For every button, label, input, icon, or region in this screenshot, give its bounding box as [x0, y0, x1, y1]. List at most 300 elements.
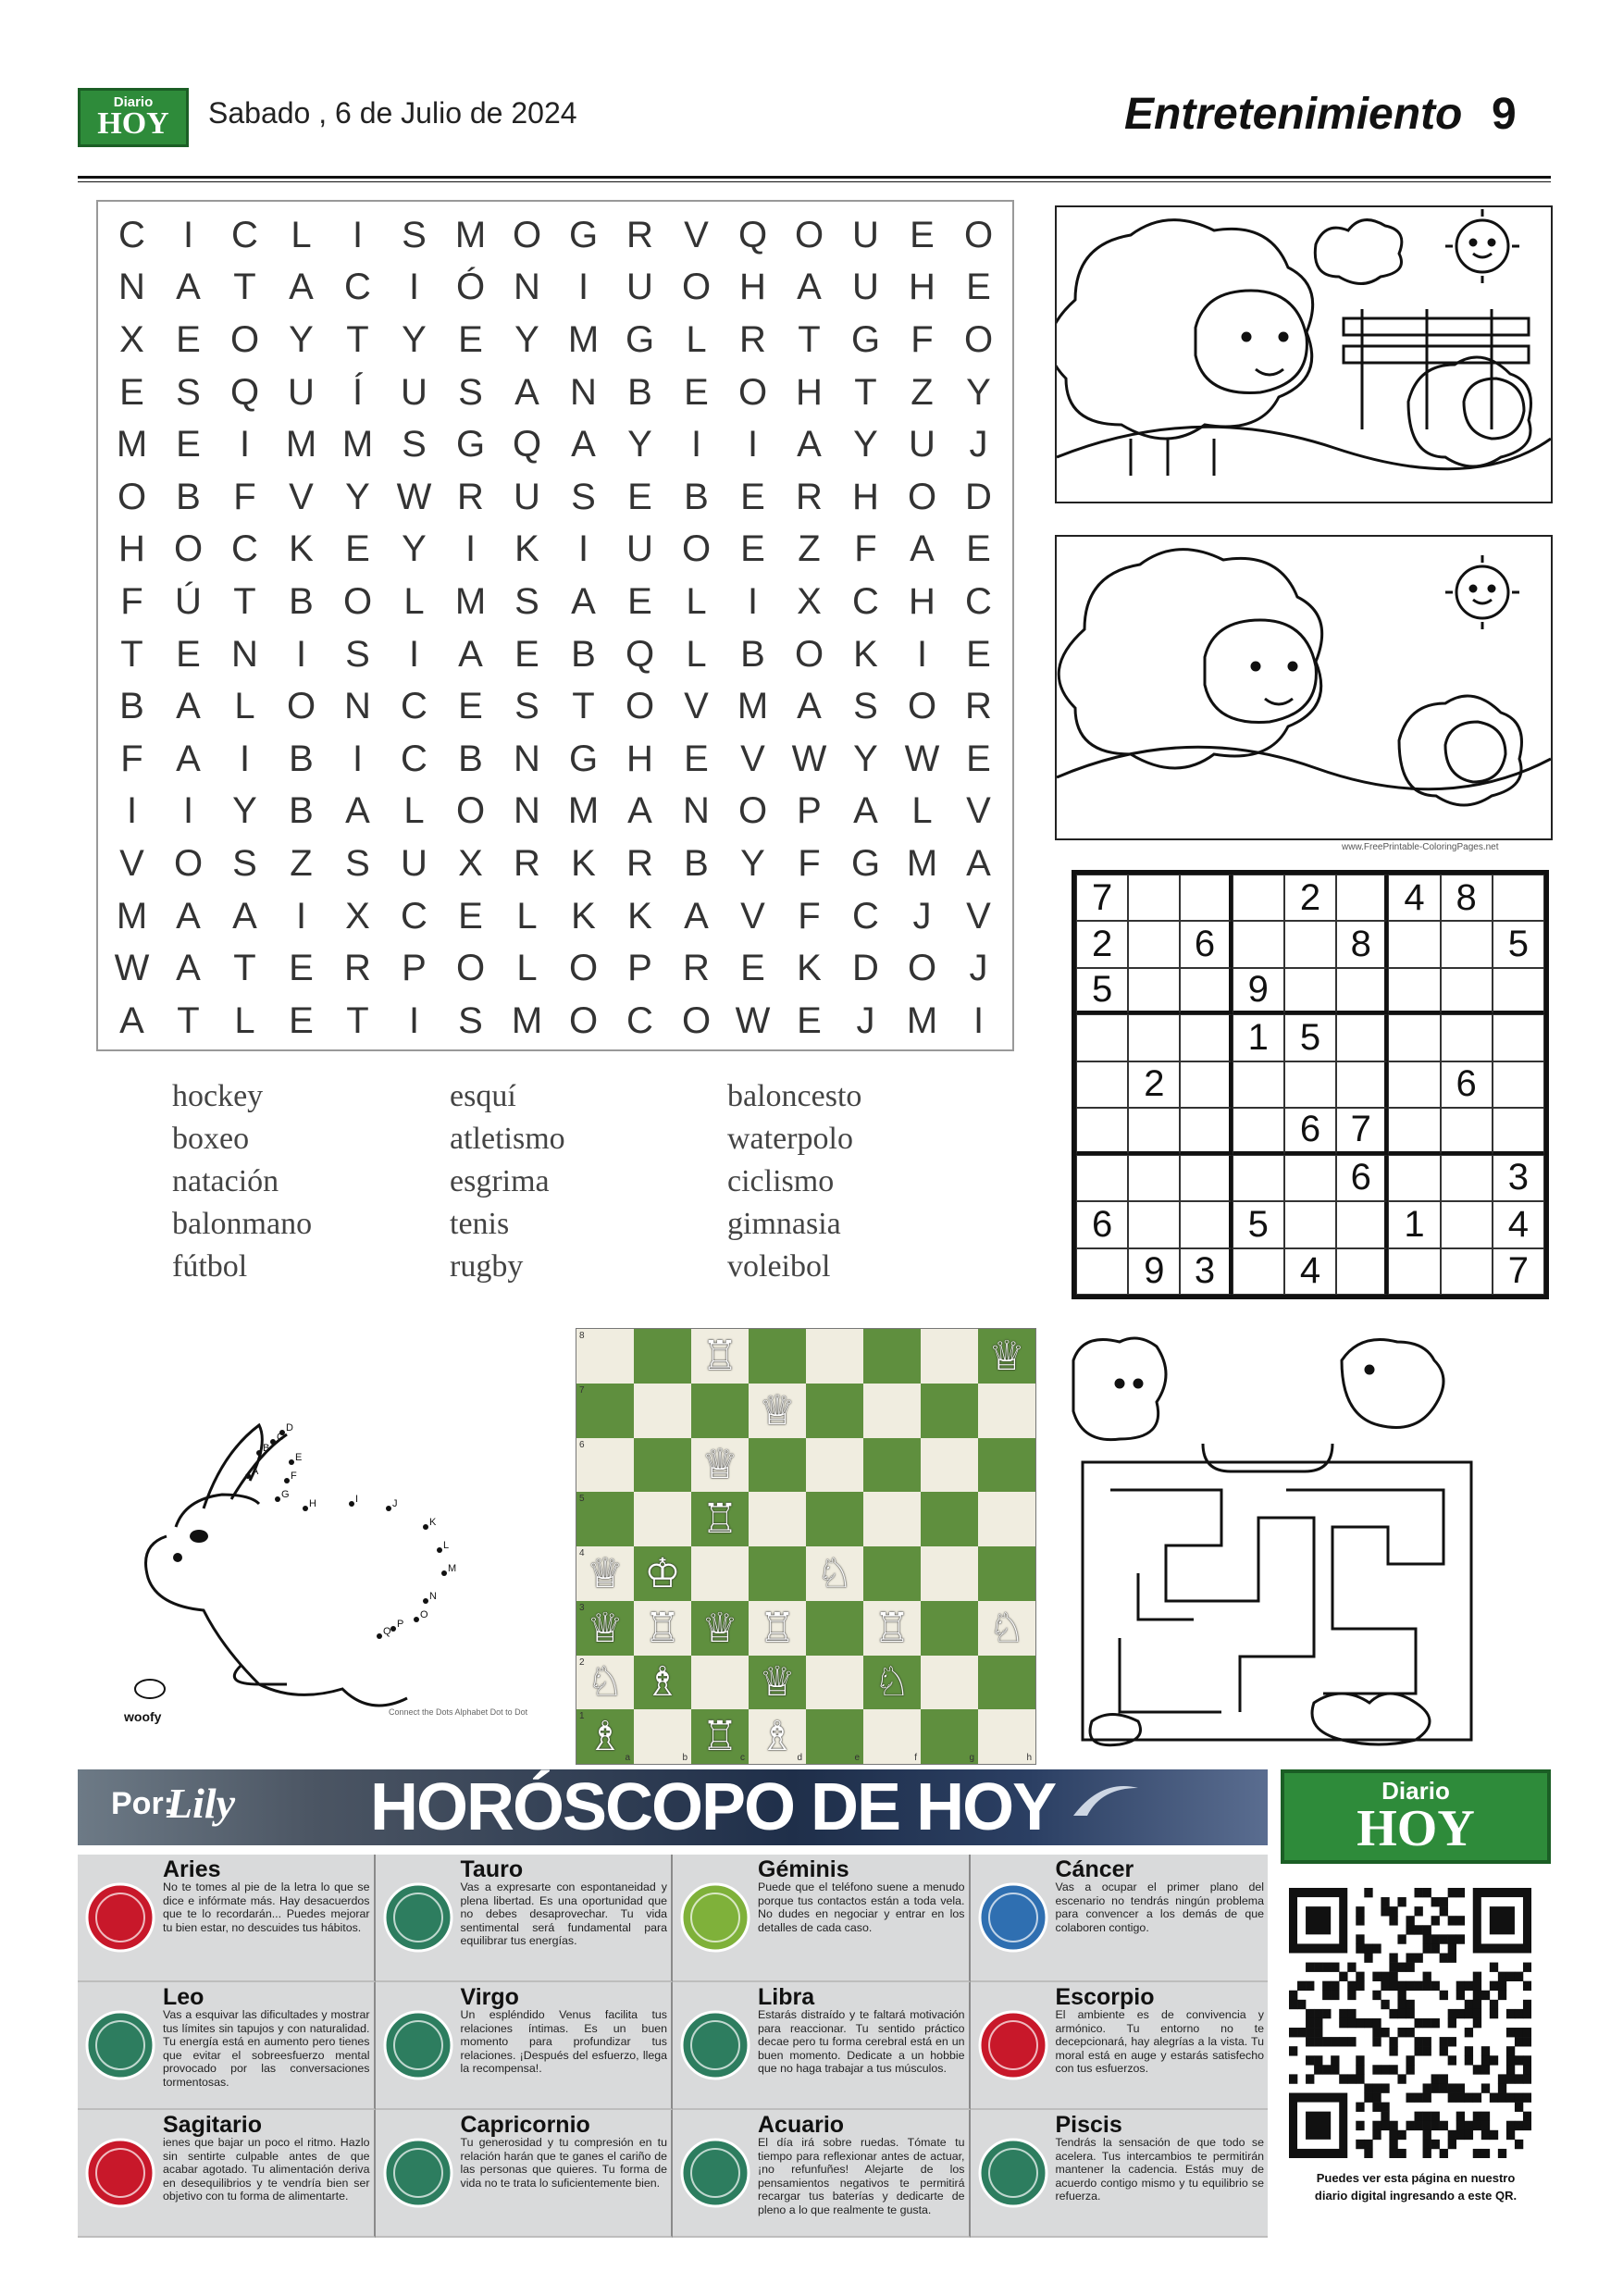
sudoku-cell[interactable]	[1128, 968, 1180, 1014]
word-search-letter: E	[966, 633, 991, 675]
word-search-letter: L	[911, 790, 933, 832]
qr-module	[1523, 2000, 1531, 2009]
qr-module	[1372, 1991, 1381, 2000]
word-search-grid	[96, 200, 1014, 1051]
dot-label: E	[295, 1452, 303, 1463]
sudoku-cell[interactable]	[1388, 921, 1440, 967]
word-search-letter: Z	[290, 842, 313, 884]
qr-module	[1389, 2149, 1397, 2158]
zodiac-sign-icon	[976, 2136, 1050, 2210]
chess-square	[749, 1656, 806, 1710]
qr-module	[1490, 2093, 1498, 2103]
sudoku-cell[interactable]: 2	[1284, 875, 1336, 921]
word-search-letter: G	[850, 318, 881, 360]
chess-square	[921, 1709, 978, 1764]
qr-module	[1314, 2018, 1322, 2028]
sudoku-cell[interactable]	[1233, 1248, 1284, 1295]
word-search-letter: B	[571, 633, 596, 675]
dot-labels	[252, 1422, 456, 1637]
sudoku-cell[interactable]	[1388, 968, 1440, 1014]
qr-module	[1322, 2065, 1331, 2074]
sudoku-cell[interactable]: 8	[1441, 875, 1493, 921]
sudoku-cell[interactable]	[1284, 1201, 1336, 1247]
qr-module	[1473, 2065, 1481, 2074]
word-search-letter: W	[904, 738, 940, 779]
qr-module	[1415, 2121, 1423, 2130]
word-search-row	[104, 209, 1007, 262]
qr-module	[1506, 2121, 1515, 2130]
qr-module	[1431, 2121, 1440, 2130]
sign-name: Piscis	[1055, 2112, 1122, 2138]
qr-module	[1431, 1897, 1440, 1906]
word-search-letter: A	[176, 267, 201, 308]
sudoku-cell[interactable]	[1388, 1248, 1440, 1295]
sudoku-cell[interactable]: 4	[1388, 875, 1440, 921]
qr-module	[1406, 1953, 1414, 1962]
sudoku-cell[interactable]	[1336, 1248, 1388, 1295]
chess-square	[576, 1329, 634, 1384]
qr-module	[1431, 1943, 1440, 1953]
qr-module	[1397, 2074, 1406, 2083]
sudoku-cell[interactable]: 1	[1233, 1014, 1284, 1061]
sudoku-cell[interactable]: 7	[1076, 875, 1128, 921]
word-search-letter: Y	[627, 424, 652, 465]
chess-piece: ♖	[701, 1333, 738, 1379]
chess-piece: ♕	[988, 1333, 1025, 1379]
chess-square	[921, 1656, 978, 1710]
qr-module	[1381, 2112, 1389, 2121]
qr-module	[1456, 2121, 1465, 2130]
qr-module	[1481, 1991, 1490, 2000]
word-search-letter: M	[454, 214, 487, 255]
sudoku-cell[interactable]	[1493, 1061, 1544, 1108]
word-search-letter: D	[965, 476, 992, 517]
word-search-row	[104, 471, 1007, 524]
qr-module	[1415, 2046, 1423, 2055]
word-search-letter: E	[119, 371, 144, 413]
word-search-letter: O	[963, 318, 994, 360]
horoscope-grid	[78, 1855, 1268, 2238]
chess-piece: ♘	[816, 1550, 853, 1596]
qr-module	[1339, 2009, 1347, 2018]
sudoku-cell[interactable]	[1493, 1108, 1544, 1154]
word-search-letter: S	[345, 633, 370, 675]
chess-piece: ♘	[873, 1659, 911, 1706]
sudoku-cell[interactable]	[1128, 921, 1180, 967]
word-search-letter: I	[747, 580, 759, 622]
word-search-letter: E	[176, 633, 201, 675]
word-search-letter: O	[173, 528, 204, 570]
qr-module	[1456, 1916, 1465, 1925]
word-search-letter: Y	[232, 790, 257, 832]
word-search-letter: F	[798, 842, 821, 884]
sign-text: ienes que bajar un poco el ritmo. Hazlo sin sentirte culpable antes de que acabar agotado. Tu alimentación deriva en desequilibrios y te vendría bien ser objetivo con tu forma de alimentarte.	[163, 2136, 370, 2203]
word-search-letter: H	[909, 267, 935, 308]
qr-module	[1490, 2055, 1498, 2065]
horoscope-sign-10	[673, 2110, 971, 2238]
qr-module	[1406, 2093, 1414, 2103]
sudoku-cell[interactable]	[1388, 1155, 1440, 1201]
qr-module	[1331, 2037, 1339, 2046]
qr-module	[1431, 1934, 1440, 1943]
word-search-letter: A	[289, 267, 314, 308]
word-search-letter: B	[289, 580, 314, 622]
sudoku-cell[interactable]: 6	[1441, 1061, 1493, 1108]
sudoku-cell[interactable]	[1441, 1014, 1493, 1061]
qr-module	[1356, 2140, 1364, 2149]
qr-module	[1322, 1991, 1331, 2000]
chess-piece: ♕	[701, 1605, 738, 1651]
sudoku-cell[interactable]: 7	[1336, 1108, 1388, 1154]
word-search-letter: B	[740, 633, 765, 675]
word-search-letter: C	[852, 895, 879, 937]
chess-square	[691, 1601, 749, 1656]
word-search-letter: V	[684, 686, 709, 727]
qr-module	[1364, 1943, 1372, 1953]
chess-square	[691, 1438, 749, 1493]
sudoku-cell[interactable]	[1336, 875, 1388, 921]
qr-module	[1431, 2140, 1440, 2149]
qr-module	[1515, 2028, 1523, 2037]
sudoku-cell[interactable]	[1180, 1155, 1232, 1201]
sudoku-cell[interactable]	[1128, 1155, 1180, 1201]
sudoku-cell[interactable]	[1441, 968, 1493, 1014]
word-search-letter: G	[455, 424, 486, 465]
chess-square	[806, 1601, 863, 1656]
word-search-letter: S	[853, 686, 878, 727]
word-search-letter: Z	[911, 371, 934, 413]
word-search-letter: F	[911, 318, 934, 360]
chess-piece: ♕	[587, 1550, 624, 1596]
qr-module	[1515, 2121, 1523, 2130]
sudoku-cell[interactable]	[1180, 875, 1232, 921]
sudoku-cell[interactable]	[1336, 968, 1388, 1014]
chess-square	[863, 1709, 921, 1764]
chess-square	[806, 1546, 863, 1601]
sudoku-cell[interactable]: 5	[1233, 1201, 1284, 1247]
word-search-letter: I	[577, 267, 589, 308]
word-search-letter: A	[458, 633, 483, 675]
sign-name: Cáncer	[1055, 1856, 1134, 1882]
word-search-letter: O	[173, 842, 204, 884]
sudoku-cell[interactable]	[1180, 1108, 1232, 1154]
word-search-letter: L	[516, 895, 538, 937]
qr-module	[1314, 2028, 1322, 2037]
sign-name: Sagitario	[163, 2112, 262, 2138]
sudoku-cell[interactable]: 5	[1284, 1014, 1336, 1061]
word-search-letter: W	[791, 738, 827, 779]
word-search-letter: S	[571, 476, 596, 517]
word-search-letter: W	[735, 999, 771, 1041]
qr-module	[1523, 2093, 1531, 2103]
sudoku-cell[interactable]: 4	[1493, 1201, 1544, 1247]
sudoku-cell[interactable]: 6	[1076, 1201, 1128, 1247]
sudoku-cell[interactable]	[1336, 1201, 1388, 1247]
qr-module	[1423, 2121, 1431, 2130]
sudoku-cell[interactable]: 2	[1076, 921, 1128, 967]
qr-module	[1523, 2112, 1531, 2121]
sudoku-cell[interactable]	[1233, 1155, 1284, 1201]
word-search-letter: W	[114, 948, 150, 989]
sudoku-cell[interactable]	[1284, 1061, 1336, 1108]
sudoku-cell[interactable]	[1284, 1155, 1336, 1201]
qr-module	[1423, 2149, 1431, 2158]
word-search-letter: F	[854, 528, 877, 570]
qr-module	[1423, 2140, 1431, 2149]
qr-module	[1381, 1972, 1389, 1981]
word-search-letter: E	[797, 999, 822, 1041]
word-search-letter: I	[239, 424, 251, 465]
word-list-item: baloncesto	[727, 1079, 862, 1113]
word-search-list	[172, 1079, 1005, 1292]
chess-square	[749, 1384, 806, 1438]
qr-module	[1523, 2028, 1531, 2037]
word-search-letter: E	[458, 895, 483, 937]
word-search-letter: A	[514, 371, 539, 413]
dot-label: N	[429, 1591, 437, 1602]
sudoku-cell[interactable]: 5	[1493, 921, 1544, 967]
sudoku-cell[interactable]	[1233, 1108, 1284, 1154]
sign-text: Vas a expresarte con espontaneidad y plena libertad. Es una oportunidad que no debes desaprovechar. Tu vida sentimental será fundamental para equilibrar tus energías.	[460, 1880, 667, 1948]
word-search-letter: T	[177, 999, 200, 1041]
qr-module	[1440, 2074, 1448, 2083]
sudoku-cell[interactable]	[1180, 968, 1232, 1014]
sudoku-cell[interactable]	[1076, 1014, 1128, 1061]
dot-label: A	[252, 1466, 259, 1477]
sudoku-cell[interactable]	[1128, 1108, 1180, 1154]
sudoku-cell[interactable]	[1441, 1201, 1493, 1247]
qr-module	[1423, 2093, 1431, 2103]
section-title: Entretenimiento	[1124, 90, 1463, 139]
word-search-letter: E	[289, 948, 314, 989]
sudoku-cell[interactable]: 9	[1128, 1248, 1180, 1295]
qr-module	[1431, 2112, 1440, 2121]
word-list-item: esquí	[450, 1079, 516, 1113]
chess-square	[634, 1384, 691, 1438]
qr-module	[1331, 1991, 1339, 2000]
qr-module	[1515, 2074, 1523, 2083]
qr-module	[1440, 1934, 1448, 1943]
sudoku-cell[interactable]	[1128, 1201, 1180, 1247]
chess-square	[921, 1438, 978, 1493]
word-search-letter: C	[231, 214, 258, 255]
zodiac-sign-icon	[381, 1880, 455, 1955]
qr-module	[1523, 2121, 1531, 2130]
zodiac-sign-icon	[83, 2008, 157, 2082]
sudoku-cell[interactable]	[1336, 1061, 1388, 1108]
word-search-letter: I	[295, 895, 307, 937]
word-search-letter: V	[740, 738, 765, 779]
qr-module	[1381, 2065, 1389, 2074]
horoscope-sign-0	[78, 1855, 376, 1982]
sudoku-cell[interactable]	[1493, 968, 1544, 1014]
sudoku-cell[interactable]	[1493, 875, 1544, 921]
word-search-letter: Y	[402, 318, 427, 360]
word-list-item: boxeo	[172, 1122, 250, 1156]
qr-module	[1331, 2055, 1339, 2065]
word-search-letter: T	[233, 948, 256, 989]
word-search-letter: J	[856, 999, 875, 1041]
sudoku-cell[interactable]	[1076, 1248, 1128, 1295]
sudoku-cell[interactable]: 6	[1284, 1108, 1336, 1154]
qr-module	[1372, 1972, 1381, 1981]
word-search-letter: I	[973, 999, 985, 1041]
qr-module	[1339, 1972, 1347, 1981]
chess-square	[634, 1601, 691, 1656]
horoscope-sign-11	[971, 2110, 1269, 2238]
qr-module	[1423, 1972, 1431, 1981]
sudoku-cell[interactable]	[1180, 1014, 1232, 1061]
qr-module	[1364, 1888, 1372, 1897]
qr-module	[1431, 2083, 1440, 2092]
qr-module	[1473, 2000, 1481, 2009]
zodiac-sign-icon	[976, 1880, 1050, 1955]
qr-module	[1423, 2037, 1431, 2046]
sudoku-cell[interactable]: 8	[1336, 921, 1388, 967]
qr-module	[1481, 2046, 1490, 2055]
word-search-letter: N	[231, 633, 258, 675]
chess-square	[691, 1492, 749, 1546]
sudoku-cell[interactable]	[1128, 875, 1180, 921]
horoscope-sign-8	[78, 2110, 376, 2238]
qr-module	[1397, 1981, 1406, 1991]
sudoku-cell[interactable]	[1493, 1014, 1544, 1061]
sudoku-cell[interactable]: 9	[1233, 968, 1284, 1014]
qr-module	[1515, 2140, 1523, 2149]
qr-module	[1448, 2083, 1456, 2092]
qr-module	[1415, 2112, 1423, 2121]
word-search-letter: E	[458, 318, 483, 360]
sudoku-cell[interactable]	[1441, 1108, 1493, 1154]
word-search-letter: L	[291, 214, 312, 255]
chess-square	[749, 1546, 806, 1601]
qr-module	[1473, 1981, 1481, 1991]
sudoku-cell[interactable]: 4	[1284, 1248, 1336, 1295]
sudoku-cell[interactable]	[1388, 1014, 1440, 1061]
word-search-row	[104, 576, 1007, 628]
connect-dots-rabbit	[111, 1388, 546, 1731]
zodiac-sign-icon	[976, 2008, 1050, 2082]
word-search-letter: B	[289, 790, 314, 832]
horoscope-sign-3	[971, 1855, 1269, 1982]
qr-module	[1473, 2018, 1481, 2028]
chess-square	[863, 1384, 921, 1438]
qr-module	[1364, 2083, 1372, 2092]
horoscope-sign-5	[376, 1982, 674, 2110]
sudoku-cell[interactable]	[1076, 1061, 1128, 1108]
sudoku-cell[interactable]: 3	[1180, 1248, 1232, 1295]
sudoku-cell[interactable]: 3	[1493, 1155, 1544, 1201]
chess-rank-label: 3	[579, 1602, 585, 1613]
chess-piece: ♕	[759, 1659, 796, 1706]
sudoku-cell[interactable]	[1076, 1155, 1128, 1201]
word-search-letter: M	[116, 895, 148, 937]
logo-main-text: HOY	[97, 106, 169, 141]
qr-module	[1440, 2046, 1448, 2055]
qr-module	[1431, 1916, 1440, 1925]
sudoku-cell[interactable]	[1128, 1014, 1180, 1061]
chess-piece: ♖	[644, 1605, 681, 1651]
sudoku-cell[interactable]	[1233, 1061, 1284, 1108]
word-search-letter: C	[852, 580, 879, 622]
qr-module	[1465, 2093, 1473, 2103]
sudoku-cell[interactable]	[1284, 968, 1336, 1014]
qr-module	[1406, 2000, 1414, 2009]
woofy-brand: woofy	[124, 1709, 162, 1724]
word-search-letter: I	[577, 528, 589, 570]
qr-module	[1423, 2130, 1431, 2140]
word-search-letter: I	[182, 214, 194, 255]
chess-rank-label: 7	[579, 1384, 585, 1396]
word-search-letter: T	[233, 580, 256, 622]
sudoku-cell[interactable]	[1233, 921, 1284, 967]
sudoku-cell[interactable]	[1388, 1061, 1440, 1108]
chess-rank-label: 2	[579, 1657, 585, 1668]
word-search-letter: R	[626, 214, 653, 255]
qr-module	[1331, 1981, 1339, 1991]
word-search-letter: P	[402, 948, 427, 989]
qr-module	[1397, 1991, 1406, 2000]
sudoku-cell[interactable]	[1441, 1248, 1493, 1295]
qr-module	[1440, 1897, 1448, 1906]
qr-module	[1448, 2093, 1456, 2103]
qr-module	[1423, 1925, 1431, 1934]
sudoku-cell[interactable]	[1441, 921, 1493, 967]
chess-rank-label: 8	[579, 1331, 585, 1341]
sudoku-cell[interactable]: 7	[1493, 1248, 1544, 1295]
sudoku-cell[interactable]	[1076, 1108, 1128, 1154]
qr-code[interactable]	[1289, 1888, 1531, 2158]
word-search-letter: V	[966, 895, 991, 937]
sudoku-cell[interactable]	[1441, 1155, 1493, 1201]
sudoku-cell[interactable]	[1284, 921, 1336, 967]
sudoku-cell[interactable]: 1	[1388, 1201, 1440, 1247]
word-search-letter: Í	[352, 371, 364, 413]
word-search-letter: S	[458, 371, 483, 413]
word-search-letter: S	[345, 842, 370, 884]
sudoku-cell[interactable]	[1233, 875, 1284, 921]
sudoku-cell[interactable]: 2	[1128, 1061, 1180, 1108]
sudoku-cell[interactable]: 6	[1180, 921, 1232, 967]
qr-module	[1431, 2074, 1440, 2083]
qr-module	[1406, 2055, 1414, 2065]
sign-text: No te tomes al pie de la letra lo que se dice e infórmate más. Hay desacuerdos que te lo recordarán... Puedes mejorar tu bien estar, no descuides tus hábitos.	[163, 1880, 370, 1934]
qr-module	[1423, 1934, 1431, 1943]
sudoku-cell[interactable]	[1336, 1014, 1388, 1061]
qr-module	[1322, 2009, 1331, 2018]
qr-module	[1389, 2037, 1397, 2046]
qr-module	[1506, 2009, 1515, 2018]
sudoku-cell[interactable]	[1180, 1061, 1232, 1108]
qr-module	[1456, 2130, 1465, 2140]
word-search-letter: I	[182, 790, 194, 832]
sudoku-cell[interactable]: 5	[1076, 968, 1128, 1014]
sudoku-cell[interactable]	[1388, 1108, 1440, 1154]
zodiac-sign-icon	[678, 2008, 752, 2082]
sudoku-cell[interactable]	[1180, 1201, 1232, 1247]
qr-module	[1306, 2055, 1314, 2065]
qr-module	[1448, 1916, 1456, 1925]
sudoku-cell[interactable]: 6	[1336, 1155, 1388, 1201]
qr-module	[1372, 2083, 1381, 2092]
qr-module	[1314, 2065, 1322, 2074]
qr-module	[1406, 1981, 1414, 1991]
qr-module	[1415, 2018, 1423, 2028]
chess-square	[806, 1656, 863, 1710]
qr-module	[1364, 1953, 1372, 1962]
chess-square	[691, 1709, 749, 1764]
horoscope-sign-7	[971, 1982, 1269, 2110]
